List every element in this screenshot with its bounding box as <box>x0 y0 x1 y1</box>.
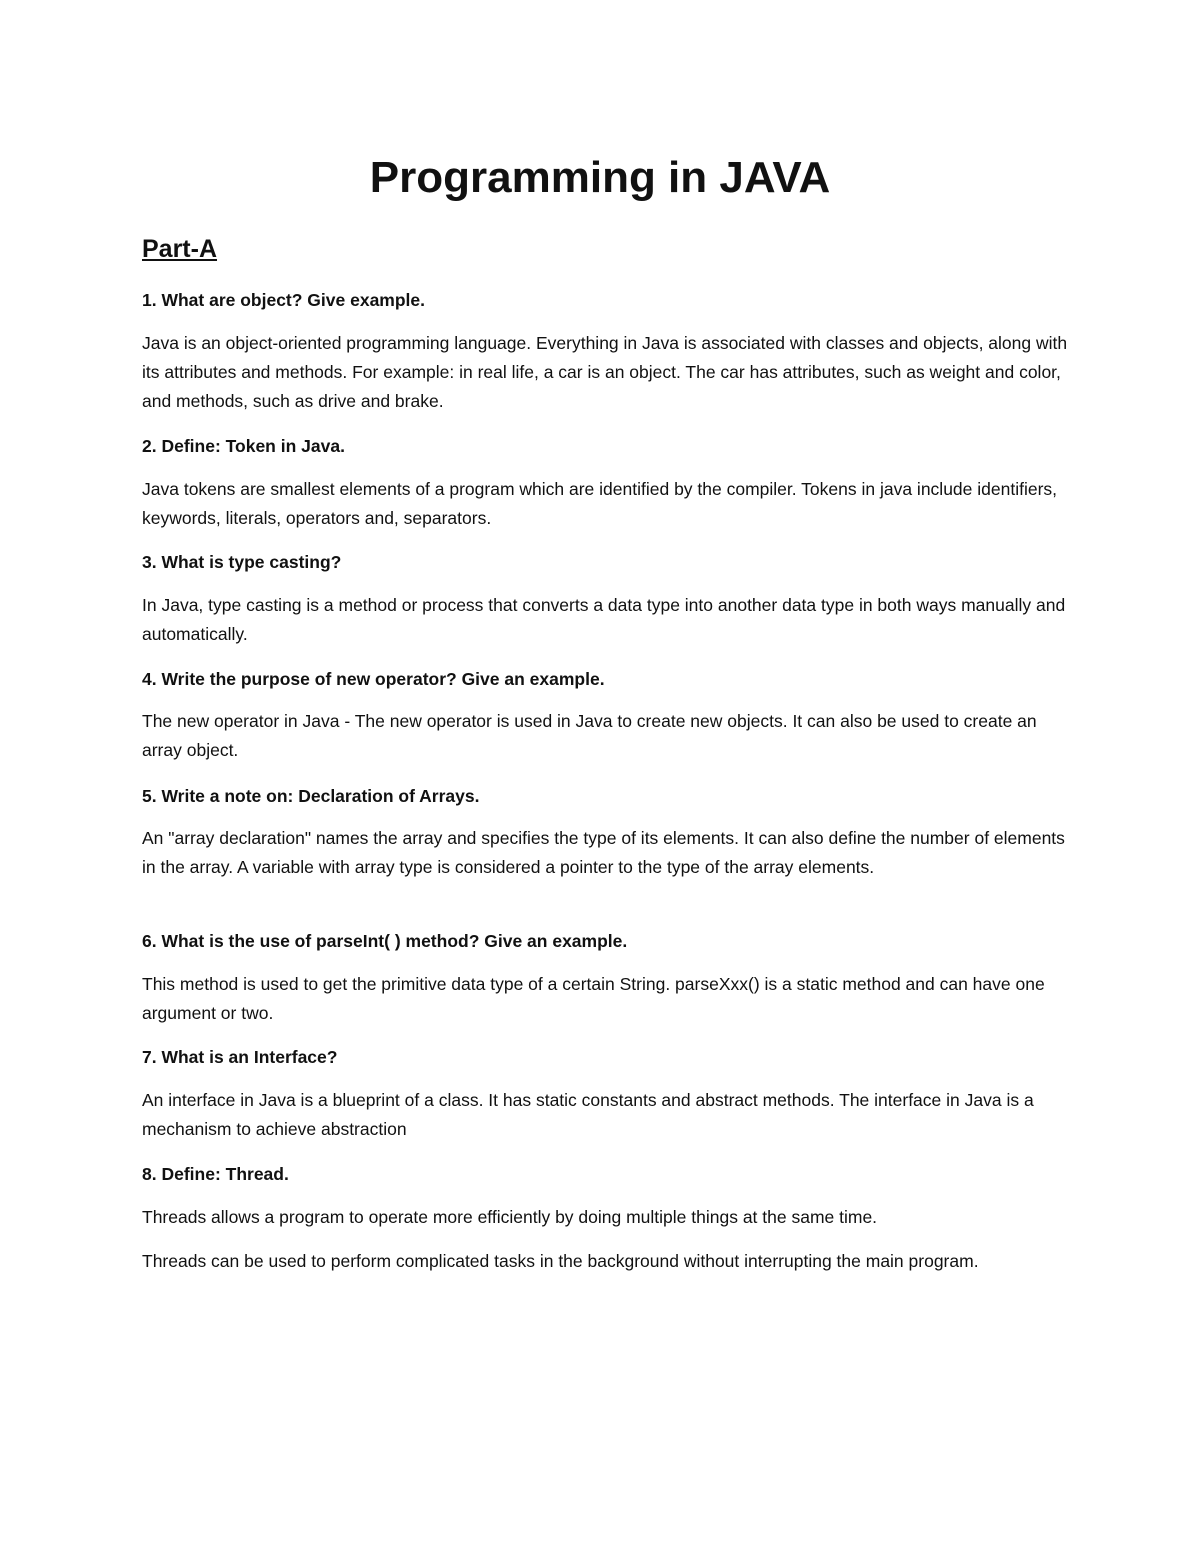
answer-3: In Java, type casting is a method or process that converts a data type into another data type in both ways manually and automatically. <box>142 595 1066 644</box>
question-1: 1. What are object? Give example. <box>142 290 426 310</box>
question-8: 8. Define: Thread. <box>142 1164 289 1184</box>
question-7: 7. What is an Interface? <box>142 1047 338 1067</box>
answer-5: An "array declaration" names the array and specifies the type of its elements. It can also define the number of elements in the array. A variable with array type is considered a pointer to the type of the array elements. <box>142 828 1065 877</box>
answer-1: Java is an object-oriented programming language. Everything in Java is associated with classes and objects, along with its attributes and methods. For example: in real life, a car is an object. The car has attributes, such as weight and color, and methods, such as drive and brake. <box>142 333 1068 411</box>
question-5: 5. Write a note on: Declaration of Arrays. <box>142 786 480 806</box>
answer-8-continued: Threads can be used to perform complicated tasks in the background without interrupting the main program. <box>142 1251 979 1271</box>
question-3: 3. What is type casting? <box>142 552 342 572</box>
answer-4: The new operator in Java - The new operator is used in Java to create new objects. It can also be used to create an array object. <box>142 711 1037 760</box>
answer-7: An interface in Java is a blueprint of a class. It has static constants and abstract methods. The interface in Java is a mechanism to achieve abstraction <box>142 1090 1034 1139</box>
question-6: 6. What is the use of parseInt( ) method? Give an example. <box>142 931 628 951</box>
answer-6: This method is used to get the primitive data type of a certain String. parseXxx() is a static method and can have one argument or two. <box>142 974 1045 1023</box>
page-title: Programming in JAVA <box>369 153 831 202</box>
answer-2: Java tokens are smallest elements of a program which are identified by the compiler. Tokens in java include identifiers, keywords, literals, operators and, separators. <box>142 479 1058 528</box>
question-2: 2. Define: Token in Java. <box>142 436 345 456</box>
section-heading: Part-A <box>142 235 218 263</box>
question-4: 4. Write the purpose of new operator? Give an example. <box>142 669 605 689</box>
answer-8: Threads allows a program to operate more efficiently by doing multiple things at the same time. <box>142 1207 878 1227</box>
